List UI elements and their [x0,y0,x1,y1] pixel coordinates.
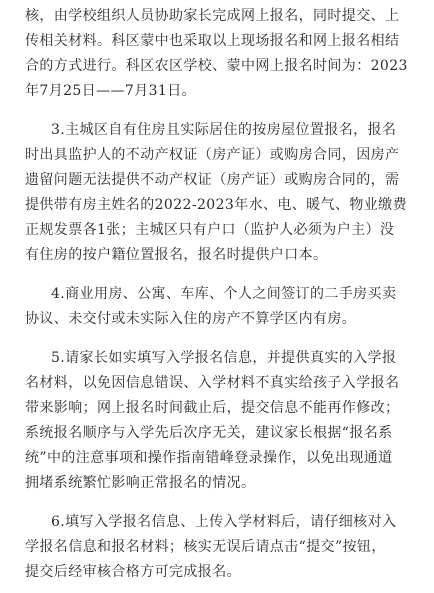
text-line: 传相关材料。科区蒙中也采取以上现场报名和网上报名相结 [25,33,400,49]
paragraph-item-4 [25,282,416,332]
text-line: 拥堵系统繁忙影响正常报名的情况。 [25,475,256,491]
text-line: 年7月25日——7月31日。 [25,83,197,99]
text-line: 系统报名顺序与入学先后次序无关，建议家长根据“报名系 [25,425,393,441]
text-line: 遗留问题无法提供不动产权证（房产证）或购房合同的，需 [25,172,400,188]
text-line: 3.主城区自有住房且实际居住的按房屋位置报名，报名 [51,122,397,138]
text-line: 5.请家长如实填写入学报名信息，并提供真实的入学报 [51,350,397,366]
paragraph-item-5 [25,346,416,496]
text-line: 核，由学校组织人员协助家长完成网上报名，同时提交、上 [25,8,400,24]
text-line: 统”中的注意事项和操作指南错峰登录操作，以免出现通道 [25,450,393,466]
text-line: 提供带有房主姓名的2022-2023年水、电、暖气、物业缴费 [25,197,407,213]
paragraph-item-3 [25,118,416,268]
text-line: 提交后经审核合格方可完成报名。 [25,564,241,580]
text-line: 名材料，以免因信息错误、入学材料不真实给孩子入学报名 [25,375,400,391]
paragraph-continuation [25,4,416,104]
paragraph-item-6 [25,510,416,585]
text-line: 正规发票各1张；主城区只有户口（监护人必须为户主）没 [25,222,395,238]
text-line: 4.商业用房、公寓、车库、个人之间签订的二手房买卖 [51,286,397,302]
text-line: 时出具监护人的不动产权证（房产证）或购房合同，因房产 [25,147,400,163]
text-line: 6.填写入学报名信息、上传入学材料后，请仔细核对入 [51,514,397,530]
text-line: 带来影响；网上报名时间截止后，提交信息不能再作修改； [25,400,400,416]
text-line: 学报名信息和报名材料；核实无误后请点击“提交”按钮， [25,539,386,555]
text-line: 有住房的按户籍位置报名，报名时提供户口本。 [25,247,328,263]
text-line: 协议、未交付或未实际入住的房产不算学区内有房。 [25,311,357,327]
text-line: 合的方式进行。科区农区学校、蒙中网上报名时间为：2023 [25,58,408,74]
